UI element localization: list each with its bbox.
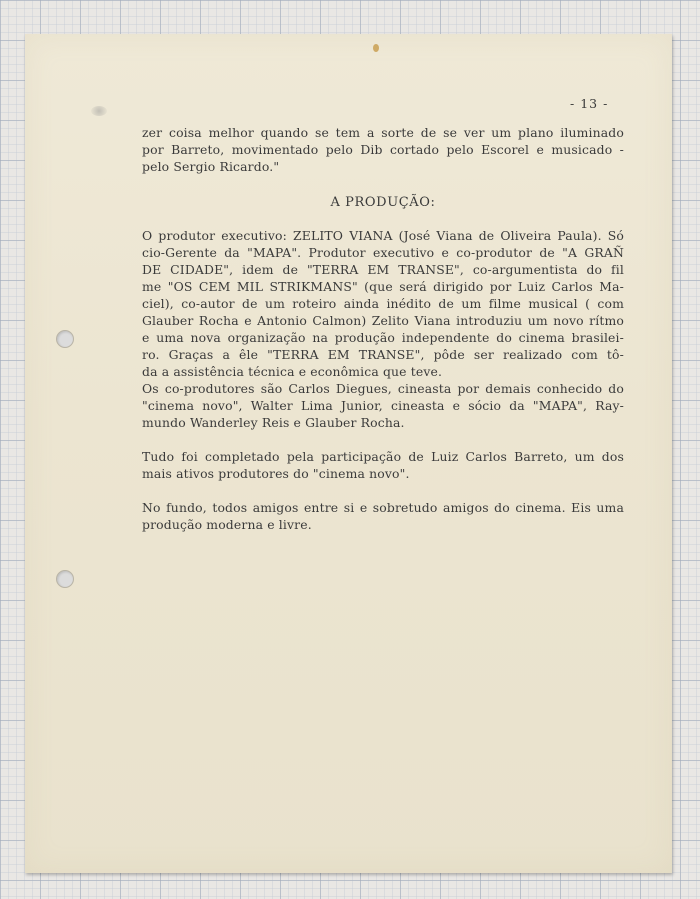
text-line: da a assistência técnica e econômica que teve.: [142, 364, 443, 379]
section-heading: A PRODUÇÃO:: [330, 195, 436, 210]
text-line: ro. Graças a êle "TERRA EM TRANSE", pôde ser realizado com tô-: [142, 347, 624, 362]
text-line: No fundo, todos amigos entre si e sobretudo amigos do cinema. Eis uma: [142, 500, 624, 515]
text-line: "cinema novo", Walter Lima Junior, cineasta e sócio da "MAPA", Ray-: [142, 398, 624, 413]
rust-stain: [373, 44, 379, 52]
text-line: me "OS CEM MIL STRIKMANS" (que será dirigido por Luiz Carlos Ma-: [142, 279, 624, 294]
text-line: DE CIDADE", idem de "TERRA EM TRANSE", co-argumentista do fil: [142, 262, 624, 277]
text-line: mais ativos produtores do "cinema novo".: [142, 466, 410, 481]
text-line: O produtor executivo: ZELITO VIANA (José Viana de Oliveira Paula). Só: [142, 228, 624, 243]
text-line: cio-Gerente da "MAPA". Produtor executivo e co-produtor de "A GRAÑ: [142, 245, 624, 260]
page-number: - 13 -: [570, 96, 609, 111]
text-line: Os co-produtores são Carlos Diegues, cineasta por demais conhecido do: [142, 381, 624, 396]
text-line: ciel), co-autor de um roteiro ainda inédito de um filme musical ( com: [142, 296, 624, 311]
document-page: [25, 34, 672, 873]
closing-paragraph: [142, 499, 624, 533]
punch-hole-top: [56, 330, 74, 348]
text-line: e uma nova organização na produção independente do cinema brasilei-: [142, 330, 624, 345]
continuation-paragraph: [142, 124, 624, 175]
punch-hole-bottom: [56, 570, 74, 588]
text-line: Glauber Rocha e Antonio Calmon) Zelito Viana introduziu um novo rítmo: [142, 313, 624, 328]
typed-text-block: [142, 124, 624, 533]
barreto-paragraph: [142, 448, 624, 482]
text-line: Tudo foi completado pela participação de Luiz Carlos Barreto, um dos: [142, 449, 624, 464]
text-line: zer coisa melhor quando se tem a sorte de se ver um plano iluminado: [142, 125, 624, 140]
text-line: produção moderna e livre.: [142, 517, 312, 532]
text-line: pelo Sergio Ricardo.": [142, 159, 280, 174]
smudge-mark: [91, 106, 107, 116]
text-line: por Barreto, movimentado pelo Dib cortado pelo Escorel e musicado -: [142, 142, 624, 157]
text-line: mundo Wanderley Reis e Glauber Rocha.: [142, 415, 405, 430]
producer-paragraph: [142, 227, 624, 431]
